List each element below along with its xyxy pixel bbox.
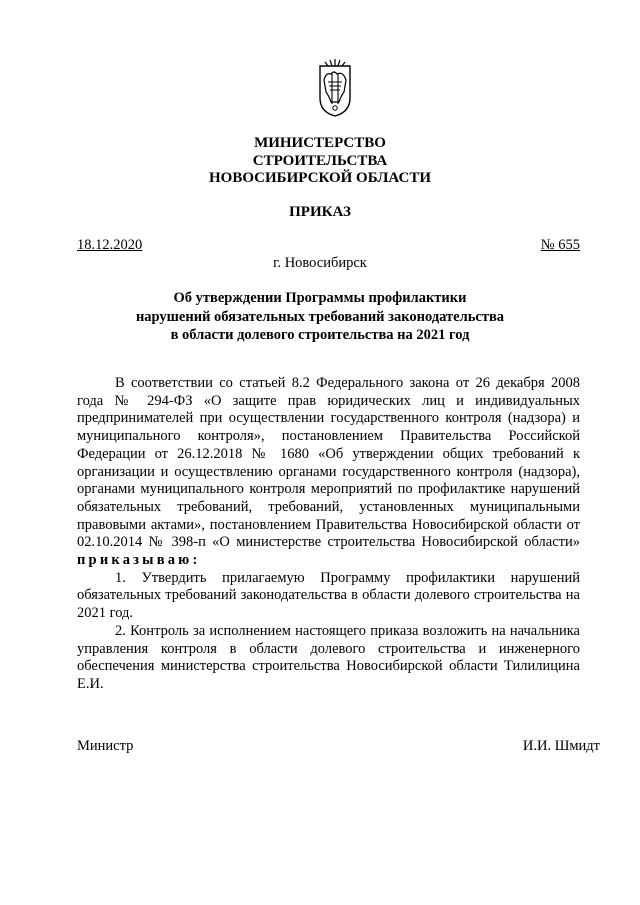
preamble-text: В соответствии со статьей 8.2 Федерального закона от 26 декабря 2008 года № 294-ФЗ «О защите прав юридических лиц и индивидуальных предпринимателей при осуществлении государственного контроля (надзора) и муниципального контроля», постановлением Правительства Российской Федерации от 26.12.2018 № 1680 «Об утверждении общих требований к организации и осуществлению органами государственного контроля (надзора), органами муниципального контроля мероприятий по профилактике нарушений обязательных требований, требований, установленных муниципальными правовыми актами», постановлением Правительства Новосибирской области от 02.10.2014 № 398-п «О министерстве строительства Новосибирской области» [77, 375, 580, 551]
coat-of-arms-icon [317, 58, 353, 118]
signer-name: И.И. Шмидт [522, 738, 600, 754]
ministry-line: НОВОСИБИРСКОЙ ОБЛАСТИ [208, 170, 432, 186]
subject-line: в области долевого строительства на 2021 год [170, 327, 470, 343]
order-date: 18.12.2020 [77, 237, 143, 253]
ministry-line: МИНИСТЕРСТВО [254, 135, 386, 151]
order-word: приказываю [77, 552, 193, 569]
order-item-1: 1. Утвердить прилагаемую Программу профилактики нарушений обязательных требований законодательства в области долевого строительства на 2021 год. [77, 569, 580, 622]
preamble-paragraph [77, 375, 580, 570]
order-subject [0, 289, 640, 345]
order-number: № 655 [540, 237, 580, 253]
ministry-line: СТРОИТЕЛЬСТВА [252, 152, 388, 169]
subject-line: нарушений обязательных требований законодательства [135, 308, 505, 325]
ministry-name [0, 135, 640, 188]
signer-role: Министр [77, 738, 134, 754]
subject-line: Об утверждении Программы профилактики [173, 290, 467, 306]
document-type: ПРИКАЗ [289, 204, 351, 220]
order-body [77, 375, 580, 694]
order-item-2: 2. Контроль за исполнением настоящего приказа возложить на начальника управления контроля в области долевого строительства и инженерного обеспечения министерства строительства Новосибирской области Тилилицина Е.И. [77, 622, 580, 692]
order-city: г. Новосибирск [273, 255, 367, 271]
order-word-suffix: : [192, 552, 201, 569]
